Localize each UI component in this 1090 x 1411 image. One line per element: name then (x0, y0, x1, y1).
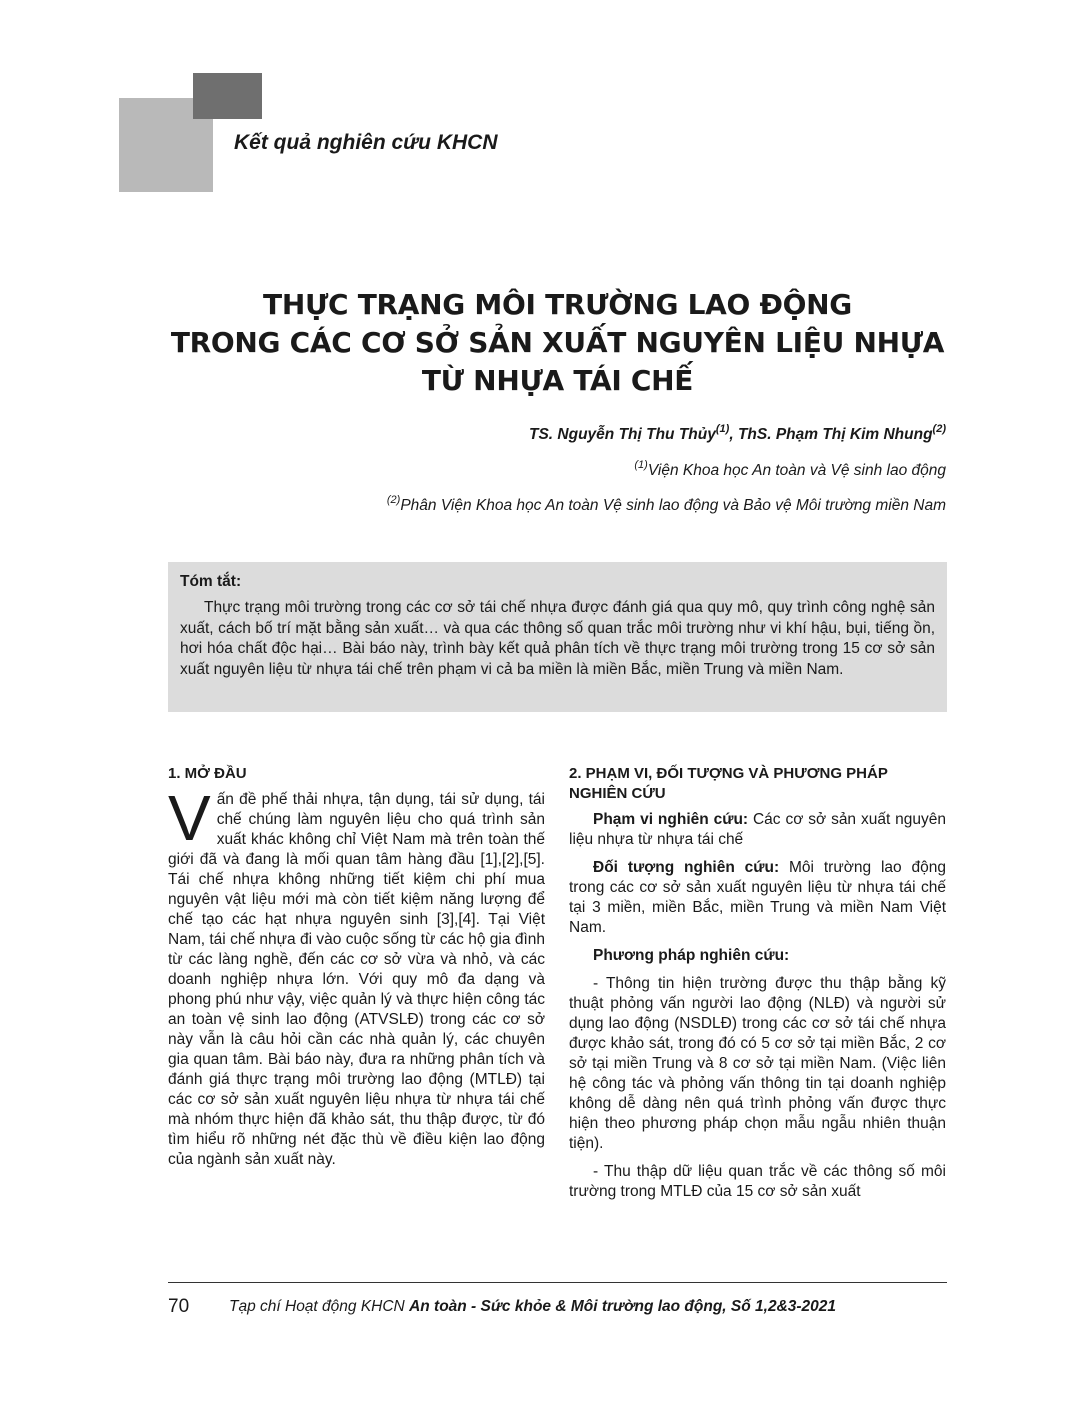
scope-text: Các cơ sở sản xuất nguyên liệu nhựa từ nhựa tái chế (569, 811, 946, 848)
affiliation-1-sup: (1) (634, 459, 648, 471)
object-text: Môi trường lao động trong các cơ sở sản xuất nguyên liệu từ nhựa tái chế tại 3 miền, miền Bắc, miền Trung và miền Nam Việt Nam. (569, 859, 946, 936)
footer-divider (168, 1282, 947, 1283)
article-title (150, 286, 965, 400)
affiliation-2 (387, 495, 946, 515)
author-2: ThS. Phạm Thị Kim Nhung (737, 426, 933, 444)
column-right (569, 764, 946, 1202)
section-1-heading: 1. MỞ ĐẦU (168, 765, 247, 782)
journal-name (229, 1298, 836, 1316)
scope-label: Phạm vi nghiên cứu: (593, 811, 749, 828)
method-paragraph-1: - Thông tin hiện trường được thu thập bằng kỹ thuật phỏng vấn người lao động (NLĐ) và người sử dụng lao động (NSDLĐ) trong các cơ sở tái chế nhựa được khảo sát, trong đó có 5 cơ sở tại miền Bắc, 2 cơ sở tại miền Trung và 8 cơ sở tại miền Nam. (Việc liên hệ công tác và phỏng vấn thông tin tại doanh nghiệp không dễ dàng nên quá trình phỏng vấn được thực hiện theo phương pháp chọn mẫu ngẫu nhiên thuận tiện). (569, 975, 946, 1152)
affiliation-2-sup: (2) (386, 494, 401, 506)
abstract-text: Thực trạng môi trường trong các cơ sở tái chế nhựa được đánh giá qua quy mô, quy trình công nghệ sản xuất, cách bố trí mặt bằng sản xuất… và qua các thông số quan trắc môi trường như vi khí hậu, bụi, tiếng ồn, hơi hóa chất độc hại… Bài báo này, trình bày kết quả phân tích về thực trạng môi trường trong 15 cơ sở sản xuất nguyên liệu từ nhựa tái chế trên phạm vi cả ba miền là miền Bắc, miền Trung và miền Nam. (180, 599, 935, 678)
page-number: 70 (168, 1296, 190, 1317)
drop-cap: V (168, 782, 211, 854)
object-label: Đối tượng nghiên cứu: (593, 859, 780, 876)
method-paragraph-2: - Thu thập dữ liệu quan trắc về các thông số môi trường trong MTLĐ của 15 cơ sở sản xuất (569, 1163, 946, 1200)
author-line (529, 424, 946, 444)
affiliation-2-text: Phân Viện Khoa học An toàn Vệ sinh lao động và Bảo vệ Môi trường miền Nam (400, 497, 946, 515)
header-decor-square-dark (193, 73, 262, 119)
author-1: TS. Nguyễn Thị Thu Thủy (529, 426, 716, 444)
author-2-sup: (2) (932, 423, 946, 435)
method-label: Phương pháp nghiên cứu: (593, 947, 790, 964)
affiliation-1 (634, 460, 946, 480)
section-2-heading: 2. PHẠM VI, ĐỐI TƯỢNG VÀ PHƯƠNG PHÁP NGHIÊN CỨU (569, 765, 888, 802)
object-paragraph (569, 858, 946, 938)
title-line-2: TRONG CÁC CƠ SỞ SẢN XUẤT NGUYÊN LIỆU NHỰA (170, 326, 945, 359)
column-left (168, 764, 545, 1170)
journal-bold: An toàn - Sức khỏe & Môi trường lao động, Số 1,2&3-2021 (409, 1298, 837, 1315)
section-label: Kết quả nghiên cứu KHCN (234, 131, 498, 154)
affiliation-1-text: Viện Khoa học An toàn và Vệ sinh lao động (647, 462, 946, 480)
journal-prefix: Tạp chí Hoạt động KHCN (229, 1298, 410, 1315)
author-1-sup: (1) (715, 423, 730, 435)
title-line-3: TỪ NHỰA TÁI CHẾ (421, 364, 694, 397)
scope-paragraph (569, 810, 946, 850)
title-line-1: THỰC TRẠNG MÔI TRƯỜNG LAO ĐỘNG (263, 288, 852, 321)
section-1-body (168, 782, 545, 1170)
abstract-box (168, 562, 947, 712)
author-separator: , (729, 426, 738, 444)
section-1-text: ấn đề phế thải nhựa, tận dụng, tái sử dụng, tái chế chúng làm nguyên liệu cho quá trình sản xuất khác không chỉ Việt Nam mà trên toàn thế giới đã và đang là mối quan tâm hàng đầu [1],[2],[5]. Tái chế nhựa không những tiết kiệm chi phí mua nguyên vật liệu mới mà còn tiết kiệm năng lượng để chế tạo các hạt nhựa nguyên sinh [3],[4]. Tại Việt Nam, tái chế nhựa đi vào cuộc sống từ các hộ gia đình từ các làng nghề, đến các cơ sở vừa và nhỏ, và các doanh nghiệp nhựa lớn. Với quy mô đa dạng và phong phú như vậy, việc quản lý và thực hiện công tác an toàn vệ sinh lao động (ATVSLĐ) trong các cơ sở này vẫn là câu hỏi cần các nhà quản lý, các chuyên gia quan tâm. Bài báo này, đưa ra những phân tích và đánh giá thực trạng môi trường lao động (MTLĐ) tại các cơ sở sản xuất nguyên liệu nhựa từ nhựa tái chế mà nhóm thực hiện đã khảo sát, thu thập được, từ đó tìm hiểu rõ những nét đặc thù về điều kiện lao động của ngành sản xuất này. (168, 791, 545, 1168)
abstract-heading: Tóm tắt: (180, 573, 242, 590)
